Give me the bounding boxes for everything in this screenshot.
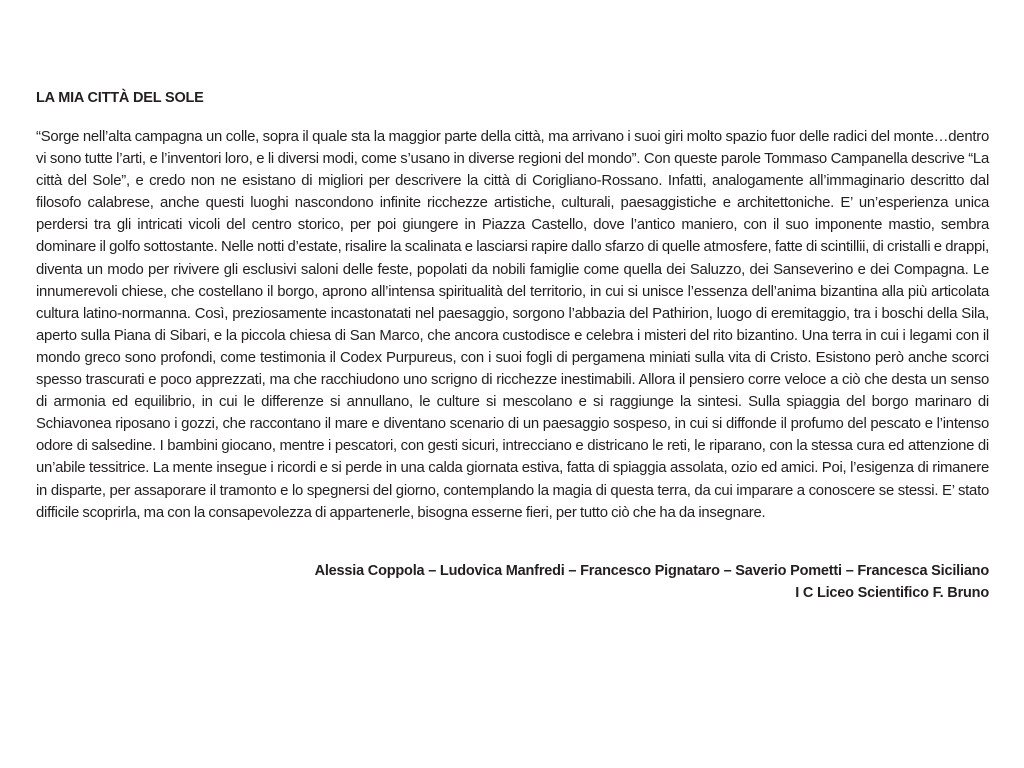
document-title: LA MIA CITTÀ DEL SOLE: [36, 90, 204, 106]
document-page: [36, 88, 989, 604]
authors-line: Alessia Coppola – Ludovica Manfredi – Francesco Pignataro – Saverio Pometti – Francesca Siciliano: [314, 562, 989, 579]
school-line: I C Liceo Scientifico F. Bruno: [795, 584, 989, 601]
document-body: “Sorge nell’alta campagna un colle, sopra il quale sta la maggior parte della città, ma arrivano i suoi giri molto spazio fuor delle radici del monte…dentro vi sono tutte l’arti, e l’inventori loro, e li diversi modi, come s’usano in diverse regioni del mondo”. Con queste parole Tommaso Campanella descrive “La città del Sole”, e credo non ne esistano di migliori per descrivere la città di Corigliano-Rossano. Infatti, analogamente all’immaginario descritto dal filosofo calabrese, anche questi luoghi nascondono infinite ricchezze artistiche, culturali, paesaggistiche e architettoniche. E’ un’esperienza unica perdersi tra gli intricati vicoli del centro storico, per poi giungere in Piazza Castello, dove l’antico maniero, con il suo imponente mastio, sembra dominare il golfo sottostante. Nelle notti d’estate, risalire la scalinata e lasciarsi rapire dallo sfarzo di quelle atmosfere, fatte di scintillii, di cristalli e drappi, diventa un modo per rivivere gli esclusivi saloni delle feste, popolati da nobili famiglie come quella dei Saluzzo, dei Sanseverino e dei Compagna. Le innumerevoli chiese, che costellano il borgo, aprono all’intensa spiritualità del territorio, in cui si unisce l’essenza dell’anima bizantina alla più articolata cultura latino-normanna. Così, preziosamente incastonatati nel paesaggio, sorgono l’abbazia del Pathirion, luogo di eremitaggio, tra i boschi della Sila, aperto sulla Piana di Sibari, e la piccola chiesa di San Marco, che ancora custodisce e celebra i misteri del rito bizantino. Una terra in cui i legami con il mondo greco sono profondi, come testimonia il Codex Purpureus, con i suoi fogli di pergamena miniati sulla vita di Cristo. Esistono però anche scorci spesso trascurati e poco apprezzati, ma che racchiudono uno scrigno di ricchezze inestimabili. Allora il pensiero corre veloce a ciò che desta un senso di armonia ed equilibrio, in cui le differenze si annullano, le culture si mescolano e si raggiunge la sintesi. Sulla spiaggia del borgo marinaro di Schiavonea riposano i gozzi, che raccontano il mare e diventano scenario di un paesaggio sospeso, in cui si diffonde il profumo del pescato e l’intenso odore di salsedine. I bambini giocano, mentre i pescatori, con gesti sicuri, intrecciano e districano le reti, le riparano, con la stessa cura ed attenzione di un’abile tessitrice. La mente insegue i ricordi e si perde in una calda giornata estiva, fatta di spiaggia assolata, ozio ed amici. Poi, l’esigenza di rimanere in disparte, per assaporare il tramonto e lo spegnersi del giorno, contemplando la magia di questa terra, da cui imparare a conoscere se stessi. E’ stato difficile scoprirla, ma con la consapevolezza di appartenerle, bisogna esserne fieri, per tutto ciò che ha da insegnare.: [36, 129, 989, 521]
credits-block: [36, 560, 989, 604]
